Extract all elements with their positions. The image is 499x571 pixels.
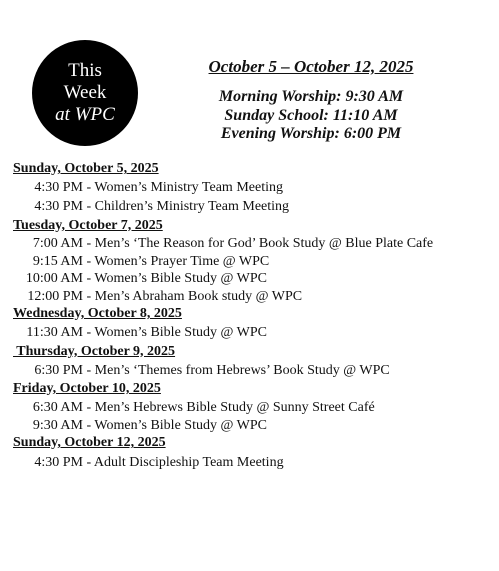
event-sep: -: [86, 362, 95, 378]
event-item: [13, 417, 493, 435]
event-sep: -: [86, 199, 95, 214]
event-item: [13, 235, 493, 253]
this-week-badge: [32, 40, 138, 146]
day-heading: Tuesday, October 7, 2025: [13, 217, 163, 233]
date-range: October 5 – October 12, 2025: [208, 57, 414, 76]
event-desc: Men’s Abraham Book study @ WPC: [94, 288, 303, 304]
event-desc: Women’s Bible Study @ WPC: [94, 325, 267, 340]
header: [196, 56, 426, 144]
event-time: 6:30 PM: [34, 362, 83, 378]
day-heading: Sunday, October 5, 2025: [13, 161, 159, 176]
service-morning-worship: Morning Worship: 9:30 AM: [218, 88, 404, 105]
event-desc: Children’s Ministry Team Meeting: [94, 199, 290, 214]
event-desc: Men’s ‘The Reason for God’ Book Study @ Blue Plate Cafe: [94, 236, 434, 251]
day-heading: Wednesday, October 8, 2025: [13, 306, 182, 321]
event-sep: -: [86, 271, 95, 286]
event-item: [13, 324, 493, 342]
event-time: 4:30 PM: [34, 199, 83, 214]
event-sep: -: [86, 180, 95, 195]
event-sep: -: [86, 400, 95, 415]
event-desc: Women’s Bible Study @ WPC: [94, 417, 267, 433]
badge-line-1: This: [68, 60, 102, 81]
event-item: [13, 362, 493, 380]
event-time: 4:30 PM: [34, 180, 83, 195]
day-heading: Thursday, October 9, 2025: [13, 343, 176, 359]
event-time: 6:30 AM: [32, 400, 83, 415]
event-desc: Women’s Prayer Time @ WPC: [94, 253, 270, 269]
event-time: 12:00 PM: [27, 288, 83, 304]
service-evening-worship: Evening Worship: 6:00 PM: [220, 125, 402, 142]
event-sep: -: [86, 236, 95, 251]
event-item: [13, 270, 493, 288]
event-desc: Men’s Hebrews Bible Study @ Sunny Street Café: [94, 400, 375, 415]
event-desc: Men’s ‘Themes from Hebrews’ Book Study @ WPC: [94, 362, 390, 378]
event-desc: Adult Discipleship Team Meeting: [93, 455, 284, 470]
badge-line-3: at WPC: [55, 104, 115, 125]
event-item: [13, 288, 493, 306]
event-sep: -: [86, 417, 95, 433]
event-time: 9:15 AM: [32, 253, 83, 269]
event-time: 4:30 PM: [34, 455, 83, 470]
event-desc: Women’s Bible Study @ WPC: [94, 271, 267, 286]
badge-line-2: Week: [63, 82, 107, 103]
event-item: [13, 198, 493, 216]
event-sep: -: [86, 455, 94, 470]
event-sep: -: [86, 288, 95, 304]
day-heading: Sunday, October 12, 2025: [13, 435, 166, 450]
event-item: [13, 454, 493, 472]
weekly-schedule: [13, 160, 493, 472]
service-sunday-school: Sunday School: 11:10 AM: [224, 106, 398, 124]
event-time: 7:00 AM: [32, 236, 83, 251]
event-sep: -: [86, 253, 95, 269]
event-sep: -: [86, 325, 95, 340]
event-time: 11:30 AM: [26, 325, 83, 340]
event-item: [13, 253, 493, 271]
event-desc: Women’s Ministry Team Meeting: [94, 180, 283, 195]
event-item: [13, 399, 493, 417]
event-time: 9:30 AM: [32, 417, 83, 433]
day-heading: Friday, October 10, 2025: [13, 381, 161, 396]
event-time: 10:00 AM: [25, 271, 83, 286]
event-item: [13, 179, 493, 197]
